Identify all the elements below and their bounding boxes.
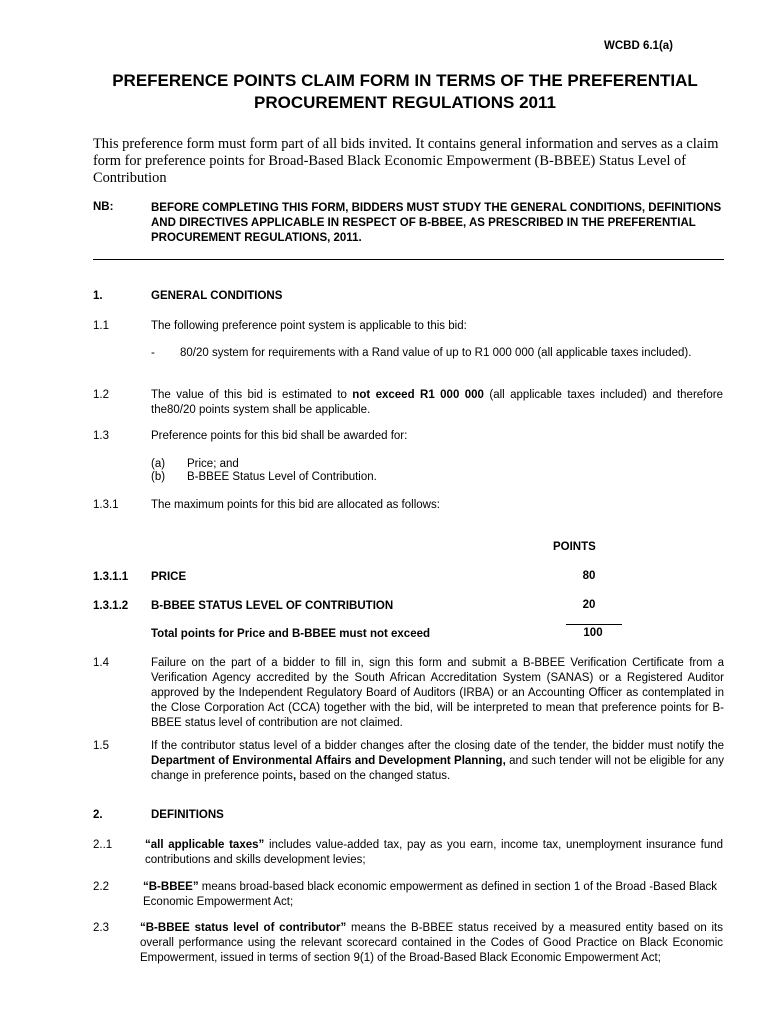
intro-paragraph: This preference form must form part of all bids invited. It contains general information and serves as a claim form for preference points for Broad-Based Black Economic Empowerment (B-BBEE) Status Level of Contribution: [93, 136, 719, 186]
clause-text: The value of this bid is estimated to not exceed R1 000 000 (all applicable taxes included) and therefore the80/20 points system shall be applicable.: [151, 389, 723, 416]
points-value: 80: [582, 570, 596, 582]
points-label: B-BBEE STATUS LEVEL OF CONTRIBUTION: [151, 600, 394, 612]
points-value: 20: [582, 599, 596, 611]
document-code: WCBD 6.1(a): [604, 40, 674, 52]
nb-label: NB:: [93, 201, 114, 213]
list-mark: (b): [151, 471, 166, 483]
clause-number: 1.3.1.1: [93, 571, 129, 583]
clause-text: The following preference point system is applicable to this bid:: [151, 320, 467, 332]
clause-number: 2.3: [93, 922, 109, 934]
dash-mark: -: [151, 347, 155, 359]
list-item: Price; and: [187, 458, 239, 470]
clause-text: Preference points for this bid shall be awarded for:: [151, 430, 408, 442]
page-title: PREFERENCE POINTS CLAIM FORM IN TERMS OF THE PREFERENTIAL PROCUREMENT REGULATIONS 2011: [112, 71, 698, 112]
divider: [93, 259, 724, 260]
points-total-label: Total points for Price and B-BBEE must not exceed: [151, 628, 431, 640]
points-header: POINTS: [553, 541, 596, 553]
definition-text: “B-BBEE status level of contributor” means the B-BBEE status received by a measured entity based on its overall performance using the relevant scorecard contained in the Codes of Good Practice on Black Economic Empowerment, issued in terms of section 9(1) of the Broad-Based Black Economic Empowerment Act;: [140, 922, 723, 964]
section-number: 1.: [93, 290, 103, 302]
total-underline: [566, 624, 622, 625]
list-item: B-BBEE Status Level of Contribution.: [187, 471, 377, 483]
definition-text: “all applicable taxes” includes value-added tax, pay as you earn, income tax, unemployment insurance fund contributions and skills development levies;: [145, 839, 723, 866]
clause-number: 1.3.1.2: [93, 600, 129, 612]
definition-text: “B-BBEE” means broad-based black economic empowerment as defined in section 1 of the Broad -Based Black Economic Empowerment Act;: [143, 881, 718, 908]
clause-number: 1.4: [93, 657, 109, 669]
clause-number: 2.2: [93, 881, 109, 893]
section-heading: GENERAL CONDITIONS: [151, 290, 283, 302]
clause-number: 1.3.1: [93, 499, 119, 511]
section-number: 2.: [93, 809, 103, 821]
dash-text: 80/20 system for requirements with a Rand value of up to R1 000 000 (all applicable taxes included).: [180, 347, 692, 359]
clause-text: Failure on the part of a bidder to fill in, sign this form and submit a B-BBEE Verification Certificate from a Verification Agency accredited by the South African Accreditation System (SANAS) or a Registered Auditor approved by the Independent Regulatory Board of Auditors (IRBA) or an Accounting Officer as contemplated in the Close Corporation Act (CCA) together with the bid, will be interpreted to mean that preference points for B-BBEE status level of contribution are not claimed.: [151, 657, 724, 729]
list-mark: (a): [151, 458, 166, 470]
clause-text: The maximum points for this bid are allocated as follows:: [151, 499, 440, 511]
points-label: PRICE: [151, 571, 187, 583]
nb-text: BEFORE COMPLETING THIS FORM, BIDDERS MUST STUDY THE GENERAL CONDITIONS, DEFINITIONS AND DIRECTIVES APPLICABLE IN RESPECT OF B-BBEE, AS PRESCRIBED IN THE PREFERENTIAL PROCUREMENT REGULATIONS, 2011.: [151, 202, 722, 244]
points-total-value: 100: [583, 627, 603, 639]
clause-number: 1.5: [93, 740, 109, 752]
clause-number: 1.3: [93, 430, 109, 442]
clause-number: 1.1: [93, 320, 109, 332]
clause-number: 1.2: [93, 389, 109, 401]
clause-text: If the contributor status level of a bidder changes after the closing date of the tender, the bidder must notify the Department of Environmental Affairs and Development Planning, and such tender will not be eligible for any change in preference points, based on the changed status.: [151, 740, 724, 782]
clause-number: 2..1: [93, 839, 113, 851]
section-heading: DEFINITIONS: [151, 809, 224, 821]
